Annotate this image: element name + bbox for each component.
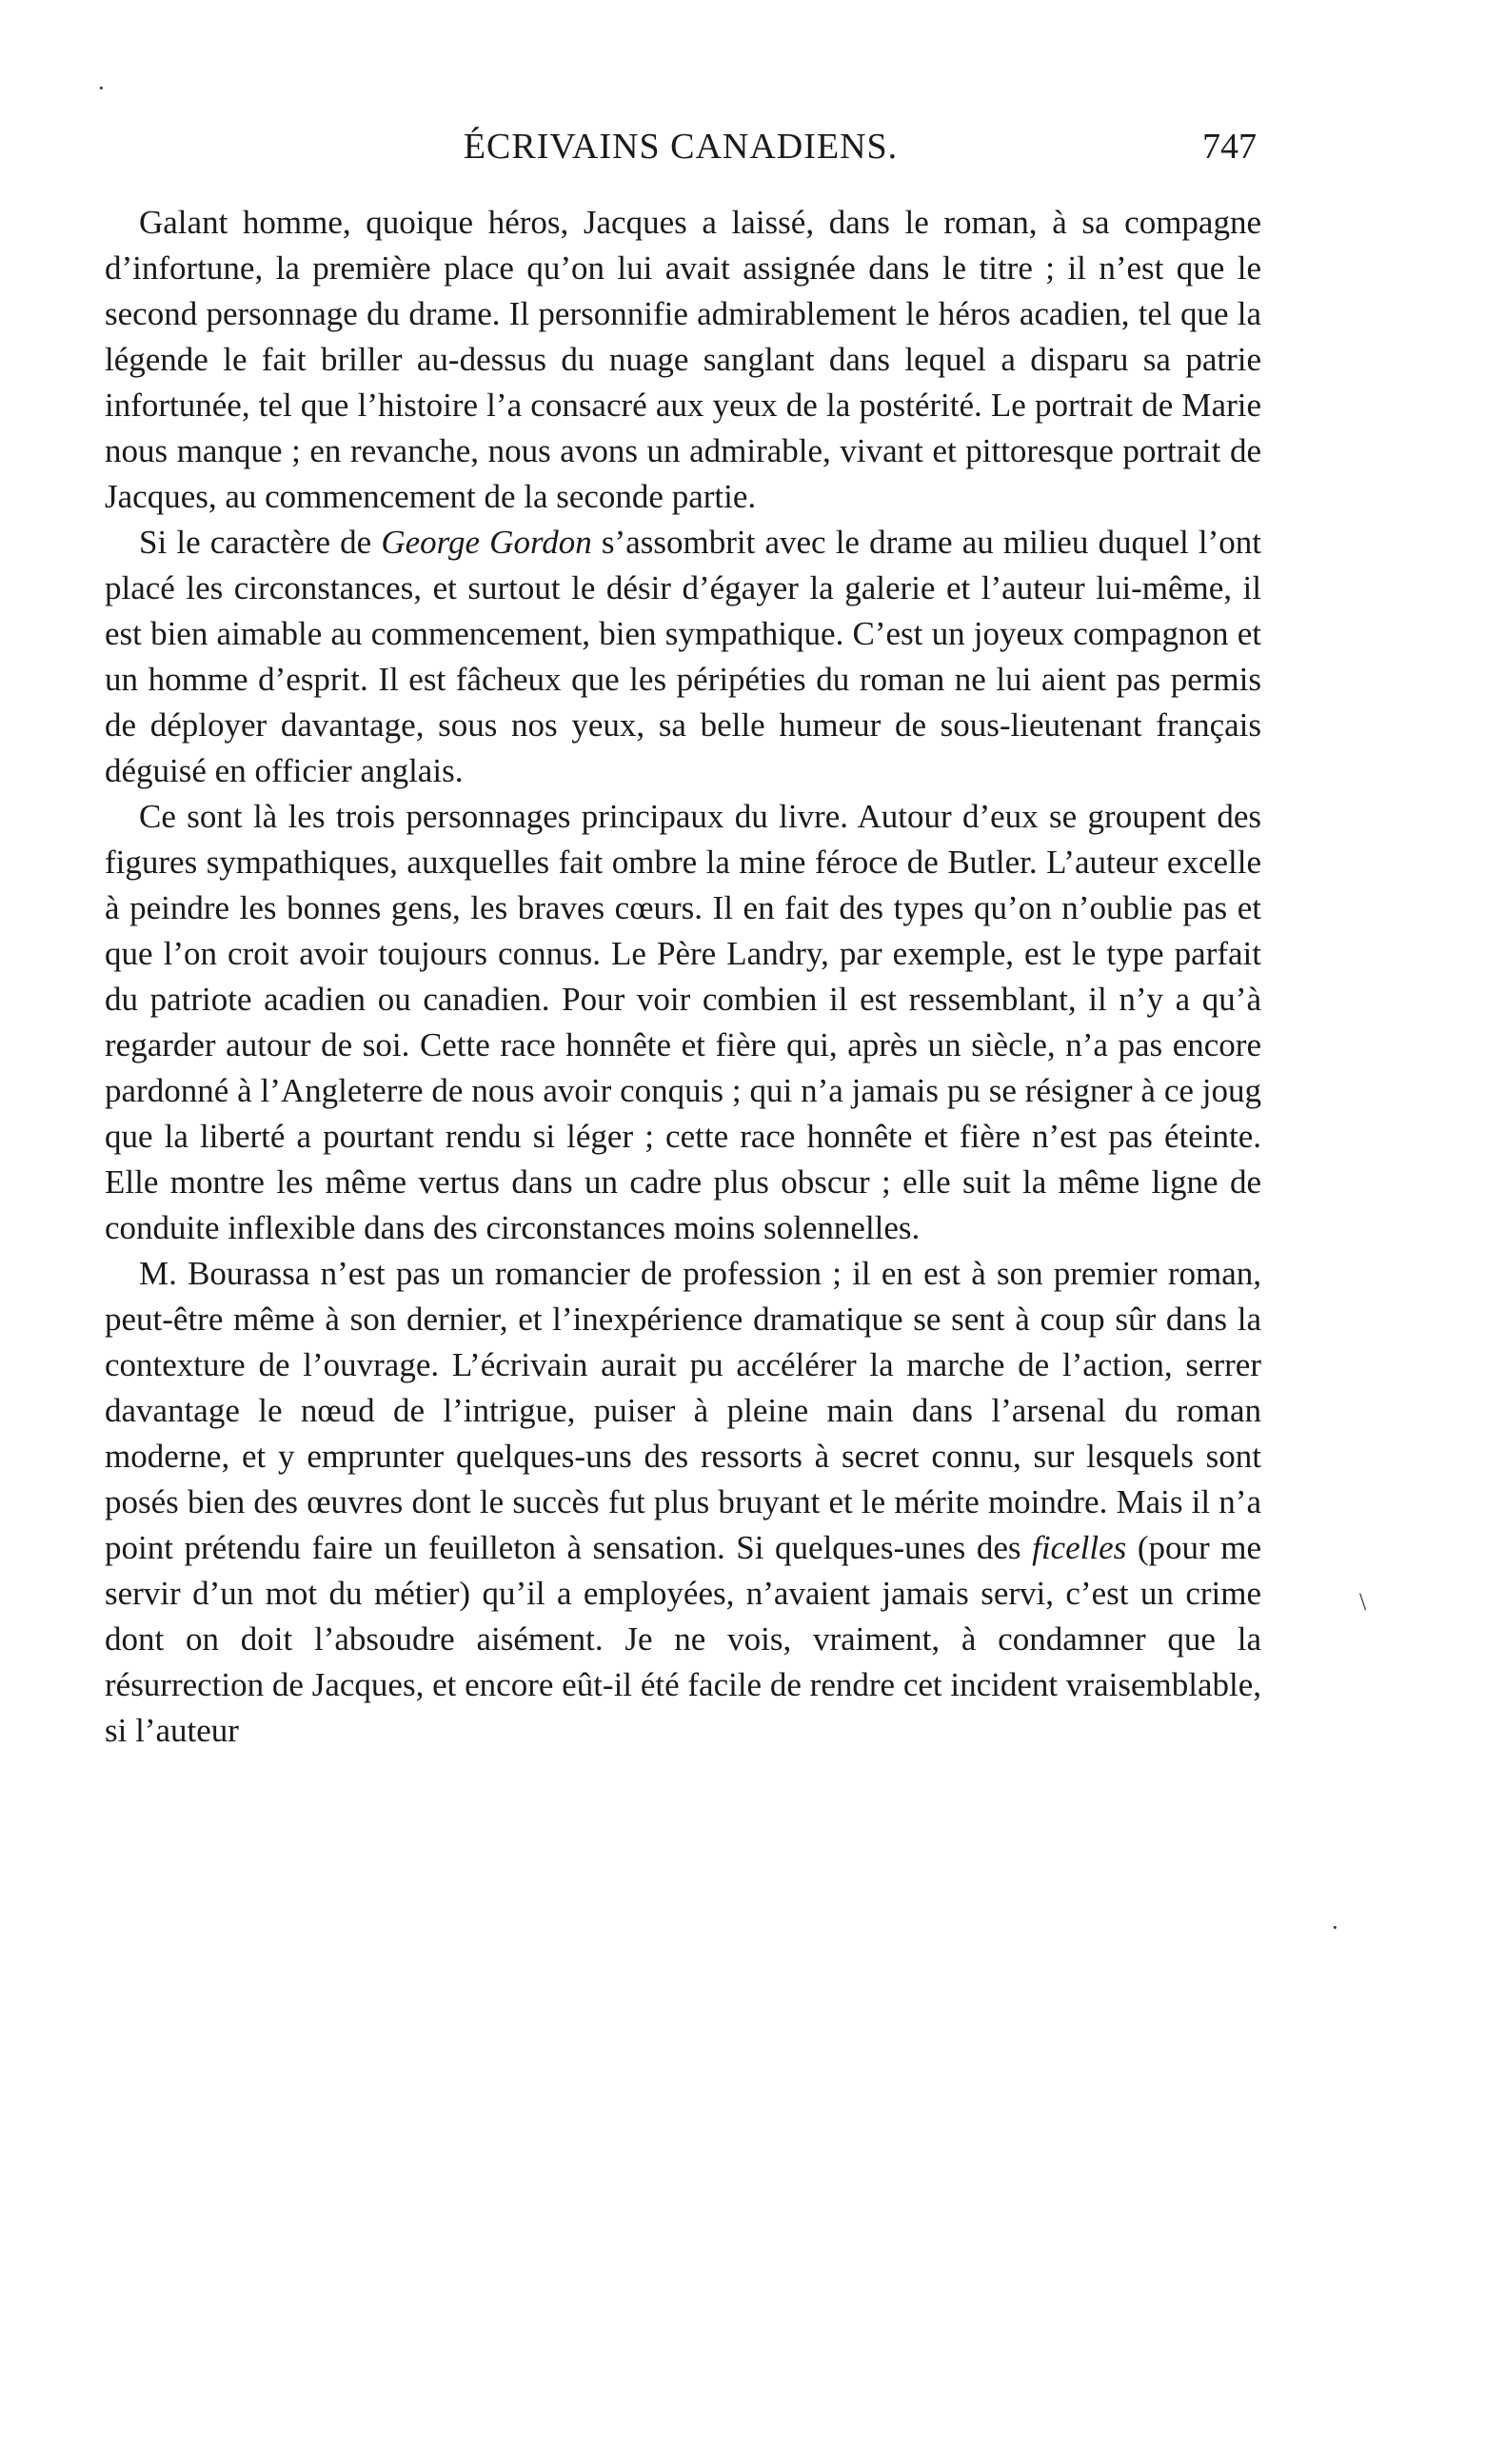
text-run: Galant homme, quoique héros, Jacques a laissé, dans le roman, à sa compagne d’infortune, la première place qu’on lui avait assignée dans le titre ; il n’est que le second personnage du drame. Il personnifie admirablement le héros acadien, tel que la légende le fait briller au-dessus du nuage sanglant dans lequel a disparu sa patrie infortunée, tel que l’histoire l’a consacré aux yeux de la postérité. Le portrait de Marie nous manque ; en revanche, nous avons un admirable, vivant et pittoresque portrait de Jacques, au commencement de la seconde partie.	[105, 204, 1261, 515]
text-run: Ce sont là les trois personnages principaux du livre. Autour d’eux se groupent des figures sympathiques, auxquelles fait ombre la mine féroce de Butler. L’auteur excelle à peindre les bonnes gens, les braves cœurs. Il en fait des types qu’on n’oublie pas et que l’on croit avoir toujours connus. Le Père Landry, par exemple, est le type parfait du patriote acadien ou canadien. Pour voir combien il est ressemblant, il n’y a qu’à regarder autour de soi. Cette race honnête et fière qui, après un siècle, n’a pas encore pardonné à l’Angleterre de nous avoir conquis ; qui n’a jamais pu se résigner à ce joug que la liberté a pourtant rendu si léger ; cette race honnête et fière n’est pas éteinte. Elle montre les même vertus dans un cadre plus obscur ; elle suit la même ligne de conduite inflexible dans des circonstances moins solennelles.	[105, 798, 1261, 1246]
text-run: s’assombrit avec le drame au milieu duquel l’ont placé les circonstances, et surtout le désir d’égayer la galerie et l’auteur lui-même, il est bien aimable au commencement, bien sympathique. C’est un joyeux compagnon et un homme d’esprit. Il est fâcheux que les péripéties du roman ne lui aient pas permis de déployer davantage, sous nos yeux, sa belle humeur de sous-lieutenant français déguisé en officier anglais.	[105, 524, 1261, 789]
page-number: 747	[1202, 127, 1257, 167]
text-run: Si le caractère de	[139, 524, 382, 561]
running-title: ÉCRIVAINS CANADIENS.	[463, 127, 899, 167]
text-run: (pour me servir d’un mot du métier) qu’il a employées, n’avaient jamais servi, c’est un crime dont on doit l’absoudre aisément. Je ne vois, vraiment, à condamner que la résurrection de Jacques, et encore eût-il été facile de rendre cet incident vraisemblable, si l’auteur	[105, 1529, 1261, 1749]
stray-mark: \	[1359, 1588, 1367, 1616]
paragraph	[105, 1251, 1261, 1754]
body-text	[105, 200, 1261, 1754]
stray-mark: ·	[1331, 1914, 1339, 1941]
paragraph	[105, 200, 1261, 520]
page-header	[105, 126, 1257, 173]
paragraph	[105, 520, 1261, 794]
paragraph	[105, 794, 1261, 1251]
stray-mark: ·	[97, 74, 106, 102]
italic-text: ficelles	[1032, 1529, 1127, 1566]
text-run: M. Bourassa n’est pas un romancier de profession ; il en est à son premier roman, peut-être même à son dernier, et l’inexpérience dramatique se sent à coup sûr dans la contexture de l’ouvrage. L’écrivain aurait pu accélérer la marche de l’action, serrer davantage le nœud de l’intrigue, puiser à pleine main dans l’arsenal du roman moderne, et y emprunter quelques-uns des ressorts à secret connu, sur lesquels sont posés bien des œuvres dont le succès fut plus bruyant et le mérite moindre. Mais il n’a point prétendu faire un feuilleton à sensation. Si quelques-unes des	[105, 1255, 1261, 1566]
italic-text: George Gordon	[381, 524, 592, 561]
